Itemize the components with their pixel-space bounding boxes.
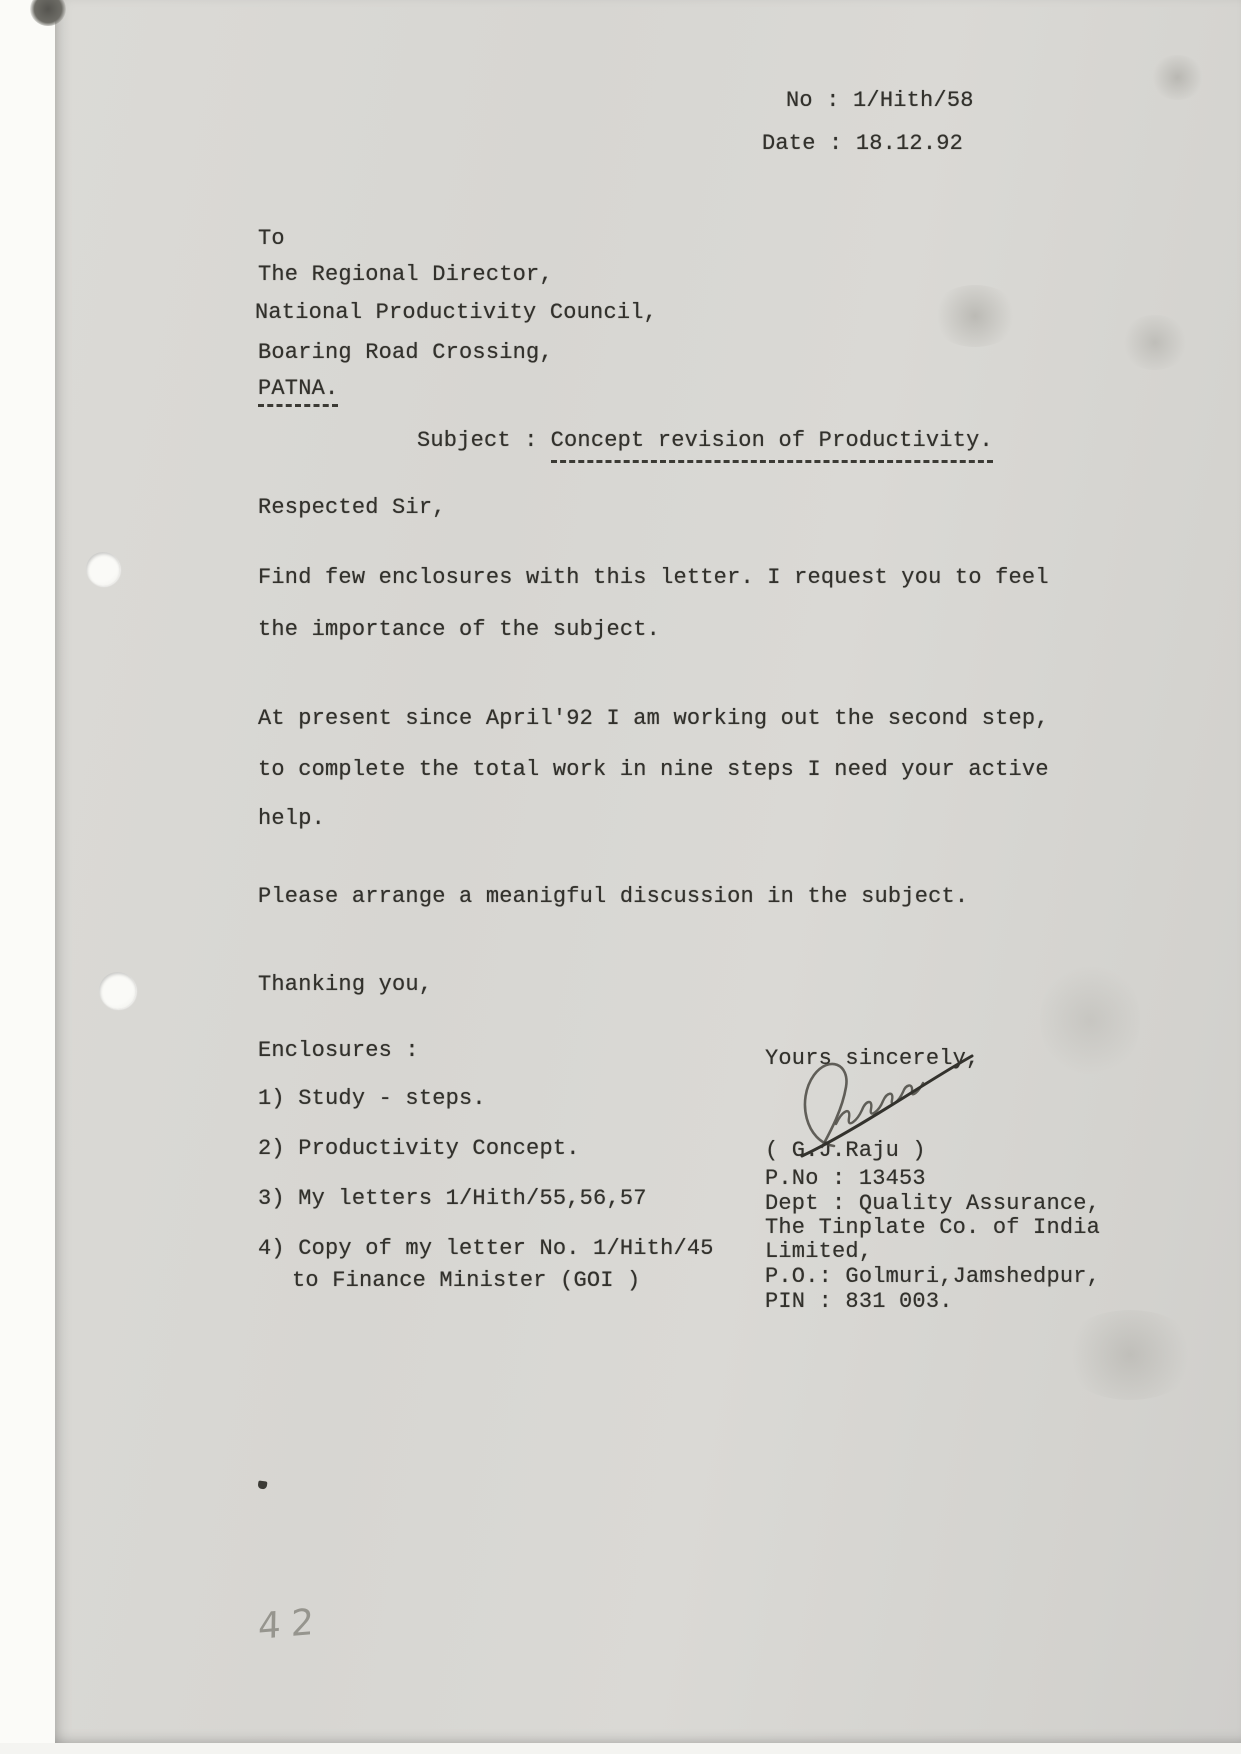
greeting: Respected Sir,: [258, 495, 446, 520]
subject-text: Concept revision of Productivity.: [551, 428, 993, 463]
stain: [1060, 1310, 1200, 1400]
valediction: Yours sincerely,: [765, 1046, 980, 1071]
subject-line: [417, 428, 993, 454]
recipient-line: Boaring Road Crossing,: [258, 340, 553, 365]
signatory-detail: Limited,: [765, 1239, 873, 1264]
stain: [1120, 315, 1190, 370]
stain: [1150, 55, 1205, 100]
recipient-city: [258, 376, 338, 402]
signatory-detail: PIN : 831 003.: [765, 1289, 953, 1314]
punch-hole-bottom: [99, 972, 136, 1009]
punch-hole-top: [86, 552, 120, 586]
enclosures-heading: Enclosures :: [258, 1038, 419, 1063]
paper: [55, 0, 1241, 1743]
signatory-detail: Dept : Quality Assurance,: [765, 1191, 1101, 1216]
reference-number: No : 1/Hith/58: [786, 88, 974, 113]
subject-label: Subject :: [417, 428, 538, 453]
body-line: Please arrange a meanigful discussion in the subject.: [258, 884, 969, 909]
enclosure-item: 2) Productivity Concept.: [258, 1136, 580, 1161]
thanking-line: Thanking you,: [258, 972, 433, 997]
signatory-detail: P.O.: Golmuri,Jamshedpur,: [765, 1264, 1101, 1289]
body-line: Find few enclosures with this letter. I request you to feel: [258, 565, 1049, 590]
recipient-line: National Productivity Council,: [255, 300, 658, 325]
body-line: At present since April'92 I am working out the second step,: [258, 706, 1049, 731]
stain: [930, 285, 1020, 347]
stain: [1040, 960, 1140, 1080]
enclosure-item: 4) Copy of my letter No. 1/Hith/45: [258, 1236, 714, 1261]
signatory-detail: P.No : 13453: [765, 1166, 926, 1191]
recipient-city-text: PATNA.: [258, 376, 338, 407]
recipient-to: To: [258, 226, 285, 251]
enclosure-item-continuation: to Finance Minister (GOI ): [292, 1268, 641, 1293]
date-line: Date : 18.12.92: [762, 131, 964, 156]
pencil-page-number: 42: [257, 1601, 325, 1648]
enclosure-item: 3) My letters 1/Hith/55,56,57: [258, 1186, 647, 1211]
recipient-line: The Regional Director,: [258, 262, 553, 287]
enclosure-item: 1) Study - steps.: [258, 1086, 486, 1111]
signatory-name: ( G.J.Raju ): [765, 1138, 926, 1163]
scan-edge: [0, 1743, 1241, 1754]
body-line: to complete the total work in nine steps I need your active: [258, 757, 1049, 782]
signature-scribble: [772, 1048, 987, 1163]
signatory-detail: The Tinplate Co. of India: [765, 1215, 1101, 1240]
body-line: the importance of the subject.: [258, 617, 661, 642]
body-line: help.: [258, 806, 326, 831]
